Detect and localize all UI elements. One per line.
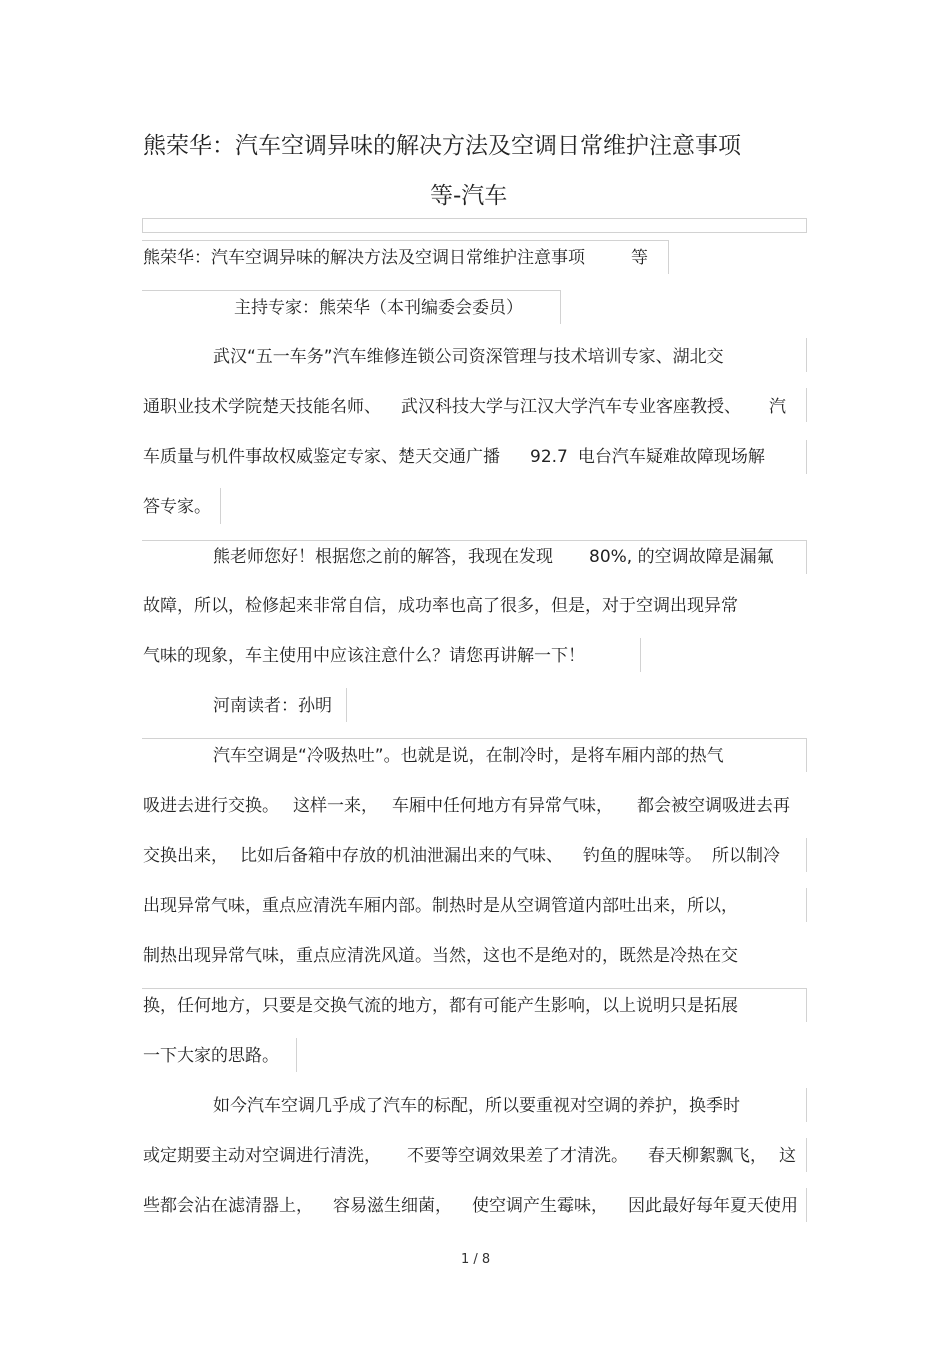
subtitle bbox=[143, 246, 648, 270]
answer2-line-1: 如今汽车空调几乎成了汽车的标配，所以要重视对空调的养护，换季时 bbox=[213, 1096, 740, 1116]
text-span: 电台汽车疑难故障现场解 bbox=[577, 447, 765, 467]
rule bbox=[142, 240, 668, 241]
answer1-line-7: 一下大家的思路。 bbox=[143, 1046, 279, 1066]
text-span: 车质量与机件事故权威鉴定专家、楚天交通广播 bbox=[143, 447, 500, 467]
intro-line-2 bbox=[143, 395, 786, 419]
rule bbox=[806, 888, 807, 922]
text-span: 因此最好每年夏天使用 bbox=[628, 1196, 798, 1216]
rule bbox=[296, 1038, 297, 1072]
rule bbox=[806, 540, 807, 574]
rule bbox=[142, 988, 806, 989]
text-span: 所以制冷 bbox=[712, 846, 780, 866]
text-span: 这 bbox=[779, 1146, 796, 1166]
reader-signature: 河南读者：孙明 bbox=[213, 696, 332, 716]
text-span: 些都会沾在滤清器上， bbox=[143, 1196, 313, 1216]
rule bbox=[806, 738, 807, 772]
rule bbox=[640, 638, 641, 672]
question-line-3: 气味的现象，车主使用中应该注意什么？请您再讲解一下！ bbox=[143, 646, 585, 666]
text-span: 武汉科技大学与江汉大学汽车专业客座教授、 bbox=[401, 397, 741, 417]
document-title-line2: 等-汽车 bbox=[430, 183, 508, 209]
intro-line-1: 武汉“五一车务”汽车维修连锁公司资深管理与技术培训专家、湖北交 bbox=[213, 347, 724, 367]
rule bbox=[806, 1088, 807, 1122]
host-line: 主持专家：熊荣华（本刊编委会委员） bbox=[234, 298, 523, 318]
rule bbox=[668, 240, 669, 274]
intro-line-3 bbox=[143, 445, 765, 469]
rule bbox=[806, 440, 807, 474]
answer2-line-3 bbox=[143, 1194, 798, 1218]
answer1-line-3 bbox=[143, 844, 780, 868]
text-span: 钓鱼的腥味等。 bbox=[583, 846, 702, 866]
answer2-line-2 bbox=[143, 1144, 796, 1168]
question-line-1 bbox=[213, 545, 774, 569]
rule bbox=[142, 290, 560, 291]
text-span: 92.7 bbox=[530, 447, 568, 467]
text-span: 熊老师您好！根据您之前的解答，我现在发现 bbox=[213, 547, 553, 567]
text-span: 汽 bbox=[769, 397, 786, 417]
text-span: 容易滋生细菌， bbox=[333, 1196, 452, 1216]
rule bbox=[806, 388, 807, 422]
text-span: 不要等空调效果差了才清洗。 bbox=[407, 1146, 628, 1166]
text-span: 或定期要主动对空调进行清洗， bbox=[143, 1146, 381, 1166]
text-span: 车厢中任何地方有异常气味， bbox=[392, 796, 613, 816]
text-span: 春天柳絮飘飞， bbox=[648, 1146, 767, 1166]
text-span: 这样一来， bbox=[293, 796, 378, 816]
answer1-line-1: 汽车空调是“冷吸热吐”。也就是说，在制冷时，是将车厢内部的热气 bbox=[213, 746, 724, 766]
rule bbox=[142, 540, 806, 541]
rule bbox=[560, 290, 561, 324]
answer1-line-2 bbox=[143, 794, 790, 818]
question-line-2: 故障，所以，检修起来非常自信，成功率也高了很多，但是，对于空调出现异常 bbox=[143, 596, 738, 616]
text-span: 80%, 的空调故障是漏氟 bbox=[589, 547, 774, 567]
rule bbox=[346, 688, 347, 722]
title-rule-left bbox=[142, 218, 143, 233]
rule bbox=[220, 488, 221, 524]
answer1-line-5: 制热出现异常气味，重点应清洗风道。当然，这也不是绝对的，既然是冷热在交 bbox=[143, 946, 738, 966]
answer1-line-4: 出现异常气味，重点应清洗车厢内部。制热时是从空调管道内部吐出来，所以， bbox=[143, 896, 738, 916]
document-title-line1: 熊荣华：汽车空调异味的解决方法及空调日常维护注意事项 bbox=[143, 133, 741, 159]
title-rule-top bbox=[142, 218, 806, 219]
text-span: 吸进去进行交换。 bbox=[143, 796, 279, 816]
rule bbox=[806, 988, 807, 1022]
text-span: 使空调产生霉味， bbox=[472, 1196, 608, 1216]
rule bbox=[806, 1138, 807, 1172]
subtitle-left: 熊荣华：汽车空调异味的解决方法及空调日常维护注意事项 bbox=[143, 248, 585, 268]
title-rule-bottom bbox=[142, 232, 806, 233]
text-span: 交换出来， bbox=[143, 846, 228, 866]
text-span: 都会被空调吸进去再 bbox=[637, 796, 790, 816]
page-number: 1 / 8 bbox=[461, 1252, 491, 1267]
text-span: 比如后备箱中存放的机油泄漏出来的气味、 bbox=[240, 846, 563, 866]
answer1-line-6: 换，任何地方，只要是交换气流的地方，都有可能产生影响，以上说明只是拓展 bbox=[143, 996, 738, 1016]
text-span: 通职业技术学院楚天技能名师、 bbox=[143, 397, 381, 417]
rule bbox=[806, 838, 807, 872]
rule bbox=[142, 738, 806, 739]
title-rule-right bbox=[806, 218, 807, 233]
rule bbox=[806, 338, 807, 372]
subtitle-right: 等 bbox=[631, 248, 648, 268]
rule bbox=[806, 1188, 807, 1222]
intro-line-4: 答专家。 bbox=[143, 497, 211, 517]
